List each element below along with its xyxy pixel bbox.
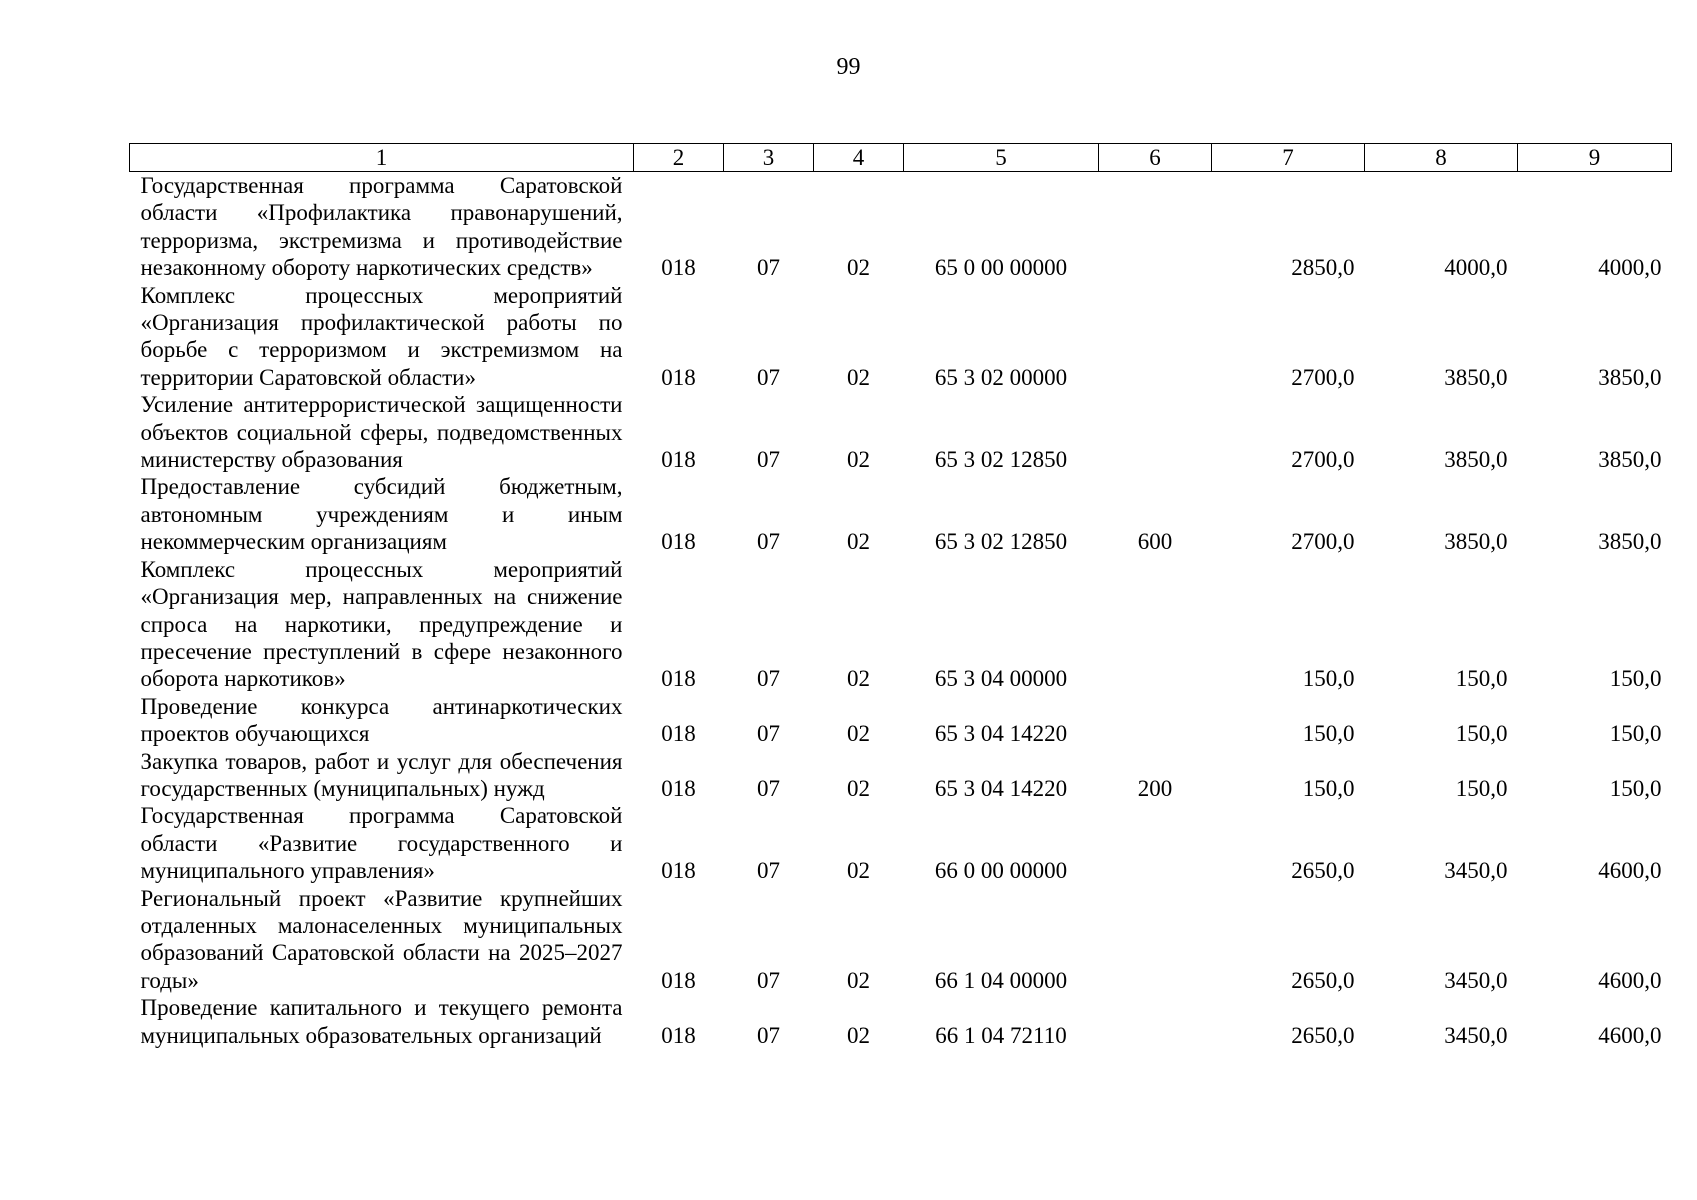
- row-name: Предоставление субсидий бюджетным, автономным учреждениям и иным некоммерческим организациям: [140, 474, 623, 555]
- row-name: Государственная программа Саратовской области «Профилактика правонарушений, терроризма, экстремизма и противодействие незаконному обороту наркотических средств»: [140, 173, 623, 281]
- row-target-article: 65 3 02 12850: [934, 529, 1068, 555]
- row-amount-col9: 150,0: [1609, 721, 1662, 747]
- row-target-article: 65 0 00 00000: [934, 255, 1068, 281]
- header-cell-3: 3: [724, 144, 814, 172]
- row-section: 07: [757, 775, 780, 801]
- row-amount-col8: 3450,0: [1444, 967, 1508, 993]
- row-ministry-code: 018: [661, 666, 696, 692]
- row-expense-type: [1099, 885, 1212, 995]
- table-row: [130, 473, 1672, 555]
- row-target-article: 65 3 04 14220: [934, 775, 1068, 801]
- row-target-article: 66 1 04 72110: [935, 1022, 1067, 1048]
- row-subsection: 02: [847, 775, 870, 801]
- row-amount-col9: 4600,0: [1598, 858, 1662, 884]
- header-cell-2: 2: [634, 144, 724, 172]
- row-target-article: 65 3 04 00000: [934, 666, 1068, 692]
- table-row: [130, 885, 1672, 995]
- table-row: [130, 282, 1672, 392]
- header-cell-6: 6: [1099, 144, 1212, 172]
- row-name: Закупка товаров, работ и услуг для обеспечения государственных (муниципальных) нужд: [140, 748, 623, 801]
- row-amount-col7: 2850,0: [1291, 255, 1355, 281]
- page-number: 99: [836, 54, 861, 80]
- row-subsection: 02: [847, 529, 870, 555]
- row-ministry-code: 018: [661, 255, 696, 281]
- row-amount-col9: 3850,0: [1598, 447, 1662, 473]
- row-amount-col8: 3450,0: [1444, 858, 1508, 884]
- row-expense-type: [1099, 391, 1212, 473]
- row-name: Усиление антитеррористической защищенности объектов социальной сферы, подведомственных министерству образования: [140, 392, 623, 473]
- row-target-article: 65 3 02 12850: [934, 447, 1068, 473]
- header-cell-9: 9: [1518, 144, 1672, 172]
- table-body: [130, 172, 1672, 1050]
- row-section: 07: [757, 858, 780, 884]
- row-expense-type: 200: [1137, 775, 1173, 801]
- row-amount-col8: 150,0: [1455, 775, 1508, 801]
- table-row: [130, 693, 1672, 748]
- row-ministry-code: 018: [661, 447, 696, 473]
- budget-table: [129, 143, 1672, 1049]
- row-amount-col7: 2650,0: [1291, 967, 1355, 993]
- row-amount-col9: 150,0: [1609, 775, 1662, 801]
- table-row: [130, 172, 1672, 282]
- row-subsection: 02: [847, 364, 870, 390]
- row-section: 07: [757, 364, 780, 390]
- row-amount-col8: 3850,0: [1444, 447, 1508, 473]
- row-section: 07: [757, 447, 780, 473]
- row-section: 07: [757, 967, 780, 993]
- row-target-article: 65 3 02 00000: [934, 364, 1068, 390]
- row-expense-type: [1099, 172, 1212, 282]
- row-subsection: 02: [847, 1022, 870, 1048]
- row-name: Комплекс процессных мероприятий «Организация профилактической работы по борьбе с терроризмом и экстремизмом на территории Саратовской области»: [140, 282, 623, 390]
- row-section: 07: [757, 721, 780, 747]
- table-row: [130, 556, 1672, 693]
- row-amount-col7: 2700,0: [1291, 364, 1355, 390]
- row-target-article: 66 0 00 00000: [934, 858, 1068, 884]
- row-ministry-code: 018: [661, 858, 696, 884]
- row-amount-col8: 3450,0: [1444, 1022, 1508, 1048]
- table-row: [130, 994, 1672, 1049]
- row-target-article: 66 1 04 00000: [934, 967, 1068, 993]
- header-cell-1: 1: [130, 144, 634, 172]
- row-target-article: 65 3 04 14220: [934, 721, 1068, 747]
- row-expense-type: [1099, 802, 1212, 884]
- row-ministry-code: 018: [661, 529, 696, 555]
- row-subsection: 02: [847, 967, 870, 993]
- row-ministry-code: 018: [661, 721, 696, 747]
- table-row: [130, 748, 1672, 803]
- row-amount-col7: 2650,0: [1291, 1022, 1355, 1048]
- table-header: [130, 144, 1672, 172]
- row-section: 07: [757, 255, 780, 281]
- row-amount-col7: 150,0: [1302, 666, 1355, 692]
- row-name: Региональный проект «Развитие крупнейших отдаленных малонаселенных муниципальных образований Саратовской области на 2025–2027 годы»: [140, 885, 623, 993]
- row-amount-col9: 4600,0: [1598, 967, 1662, 993]
- row-ministry-code: 018: [661, 364, 696, 390]
- row-name: Проведение конкурса антинаркотических проектов обучающихся: [140, 693, 623, 747]
- table-row: [130, 391, 1672, 473]
- row-amount-col7: 150,0: [1302, 721, 1355, 747]
- row-subsection: 02: [847, 666, 870, 692]
- row-expense-type: [1099, 693, 1212, 748]
- row-subsection: 02: [847, 255, 870, 281]
- row-name: Комплекс процессных мероприятий «Организация мер, направленных на снижение спроса на наркотики, предупреждение и пресечение преступлений в сфере незаконного оборота наркотиков»: [140, 556, 623, 692]
- row-ministry-code: 018: [661, 775, 696, 801]
- row-amount-col9: 3850,0: [1598, 529, 1662, 555]
- row-subsection: 02: [847, 447, 870, 473]
- row-amount-col7: 2700,0: [1291, 447, 1355, 473]
- row-expense-type: [1099, 282, 1212, 392]
- row-amount-col7: 2650,0: [1291, 858, 1355, 884]
- row-amount-col8: 4000,0: [1444, 255, 1508, 281]
- row-section: 07: [757, 1022, 780, 1048]
- row-amount-col8: 3850,0: [1444, 529, 1508, 555]
- table-row: [130, 802, 1672, 884]
- row-subsection: 02: [847, 858, 870, 884]
- row-amount-col7: 150,0: [1302, 775, 1355, 801]
- row-subsection: 02: [847, 721, 870, 747]
- row-amount-col8: 3850,0: [1444, 364, 1508, 390]
- row-section: 07: [757, 666, 780, 692]
- header-cell-4: 4: [814, 144, 904, 172]
- row-amount-col8: 150,0: [1455, 721, 1508, 747]
- row-section: 07: [757, 529, 780, 555]
- header-cell-5: 5: [904, 144, 1099, 172]
- row-ministry-code: 018: [661, 967, 696, 993]
- header-cell-7: 7: [1212, 144, 1365, 172]
- row-amount-col9: 3850,0: [1598, 364, 1662, 390]
- row-expense-type: [1099, 994, 1212, 1049]
- row-name: Государственная программа Саратовской области «Развитие государственного и муниципального управления»: [140, 803, 623, 884]
- header-cell-8: 8: [1365, 144, 1518, 172]
- header-row: [130, 144, 1672, 172]
- row-amount-col8: 150,0: [1455, 666, 1508, 692]
- row-amount-col7: 2700,0: [1291, 529, 1355, 555]
- row-amount-col9: 4600,0: [1598, 1022, 1662, 1048]
- row-amount-col9: 150,0: [1609, 666, 1662, 692]
- row-amount-col9: 4000,0: [1598, 255, 1662, 281]
- row-ministry-code: 018: [661, 1022, 696, 1048]
- row-name: Проведение капитального и текущего ремонта муниципальных образовательных организаций: [140, 995, 623, 1048]
- row-expense-type: [1099, 556, 1212, 693]
- row-expense-type: 600: [1137, 529, 1173, 555]
